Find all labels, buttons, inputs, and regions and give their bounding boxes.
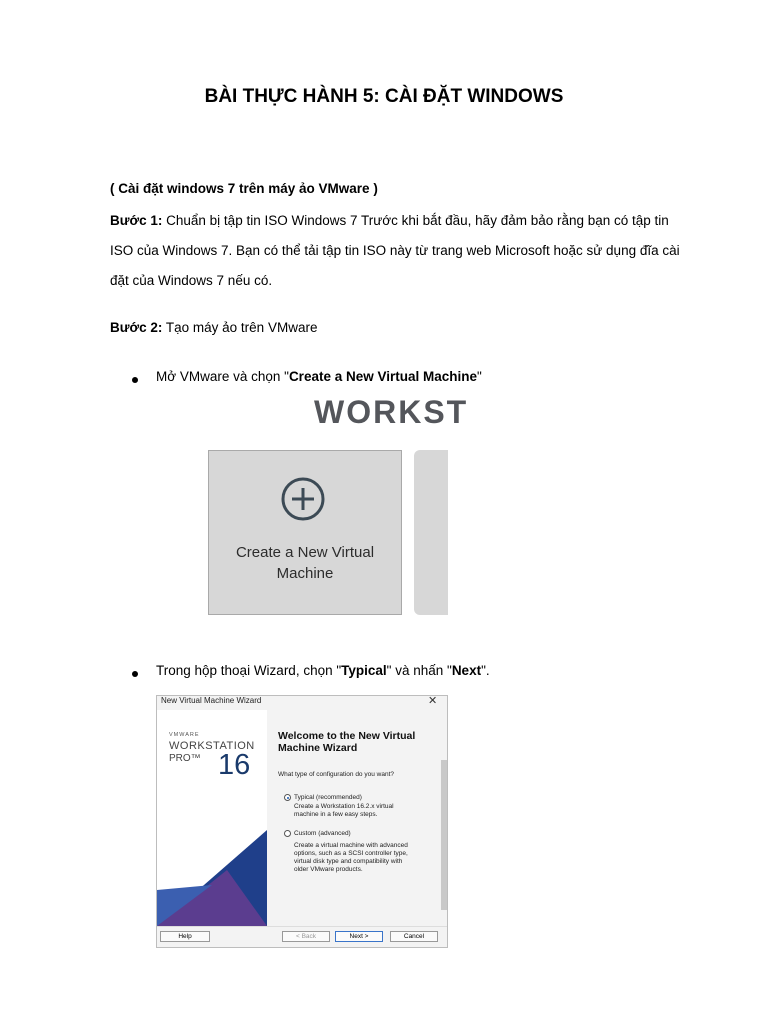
subtitle: ( Cài đặt windows 7 trên máy ảo VMware )	[110, 181, 378, 196]
bullet2-pre: Trong hộp thoại Wizard, chọn "	[156, 663, 342, 678]
create-vm-tile[interactable]	[208, 450, 402, 615]
brand-small: VMWARE	[169, 732, 200, 738]
workstation-logo: WORKST	[314, 394, 469, 430]
wizard-heading-line2: Machine Wizard	[278, 742, 358, 754]
bullet1-pre: Mở VMware và chọn "	[156, 369, 289, 384]
typical-desc-2: machine in a few easy steps.	[294, 811, 378, 818]
create-vm-label	[208, 542, 402, 584]
help-button[interactable]: Help	[160, 931, 210, 942]
bullet2-text	[156, 656, 490, 686]
back-button[interactable]: < Back	[282, 931, 330, 942]
wizard-question: What type of configuration do you want?	[278, 771, 394, 778]
wizard-heading-line1: Welcome to the New Virtual	[278, 730, 416, 742]
wizard-heading	[278, 730, 438, 754]
bullet1-bold: Create a New Virtual Machine	[288, 369, 478, 384]
bullet2-bold2: Next	[451, 663, 482, 678]
custom-desc-3: virtual disk type and compatibility with	[294, 858, 403, 865]
bullet-dot	[132, 671, 138, 677]
create-vm-label-line1: Create a New Virtual	[235, 544, 375, 561]
next-button[interactable]: Next >	[335, 931, 383, 942]
bullet1-text	[156, 362, 482, 392]
typical-desc-1: Create a Workstation 16.2.x virtual	[294, 803, 394, 810]
typical-radio[interactable]	[284, 794, 291, 801]
custom-radio[interactable]	[284, 830, 291, 837]
bullet1-post: "	[477, 369, 482, 384]
bullet-dot	[132, 377, 138, 383]
step1-line2: ISO của Windows 7. Bạn có thể tải tập tin ISO này từ trang web Microsoft hoặc sử dụng đĩa cài	[110, 243, 680, 258]
brand-pro: PRO™	[169, 753, 201, 764]
version-number: 16	[218, 749, 251, 781]
custom-desc-4: older VMware products.	[294, 866, 363, 873]
step1-label: Bước 1:	[110, 213, 163, 228]
step1-text: Chuẩn bị tập tin ISO Windows 7 Trước khi bắt đầu, hãy đảm bảo rằng bạn có tập tin	[162, 213, 669, 228]
close-icon[interactable]: ✕	[428, 695, 438, 707]
custom-desc-1: Create a virtual machine with advanced	[294, 842, 408, 849]
adjacent-tile	[414, 450, 448, 615]
step2-label: Bước 2:	[110, 320, 163, 335]
bullet2-bold1: Typical	[341, 663, 387, 678]
step1-line1	[110, 206, 669, 236]
wizard-scrollbar[interactable]	[441, 760, 447, 910]
page-title: BÀI THỰC HÀNH 5: CÀI ĐẶT WINDOWS	[204, 86, 564, 107]
wizard-divider	[157, 926, 447, 927]
custom-label[interactable]: Custom (advanced)	[294, 830, 351, 837]
wizard-title: New Virtual Machine Wizard	[161, 696, 262, 705]
step2-text: Tạo máy ảo trên VMware	[162, 320, 318, 335]
create-vm-label-line2: Machine	[276, 565, 334, 582]
step1-line3: đặt của Windows 7 nếu có.	[110, 273, 273, 288]
bullet2-mid: " và nhấn "	[386, 663, 452, 678]
custom-desc-2: options, such as a SCSI controller type,	[294, 850, 408, 857]
typical-label[interactable]: Typical (recommended)	[294, 794, 362, 801]
step2-line	[110, 313, 317, 343]
bullet2-post: ".	[481, 663, 490, 678]
plus-circle-icon	[277, 477, 329, 521]
brand-big: WORKSTATION	[169, 740, 255, 752]
cancel-button[interactable]: Cancel	[390, 931, 438, 942]
